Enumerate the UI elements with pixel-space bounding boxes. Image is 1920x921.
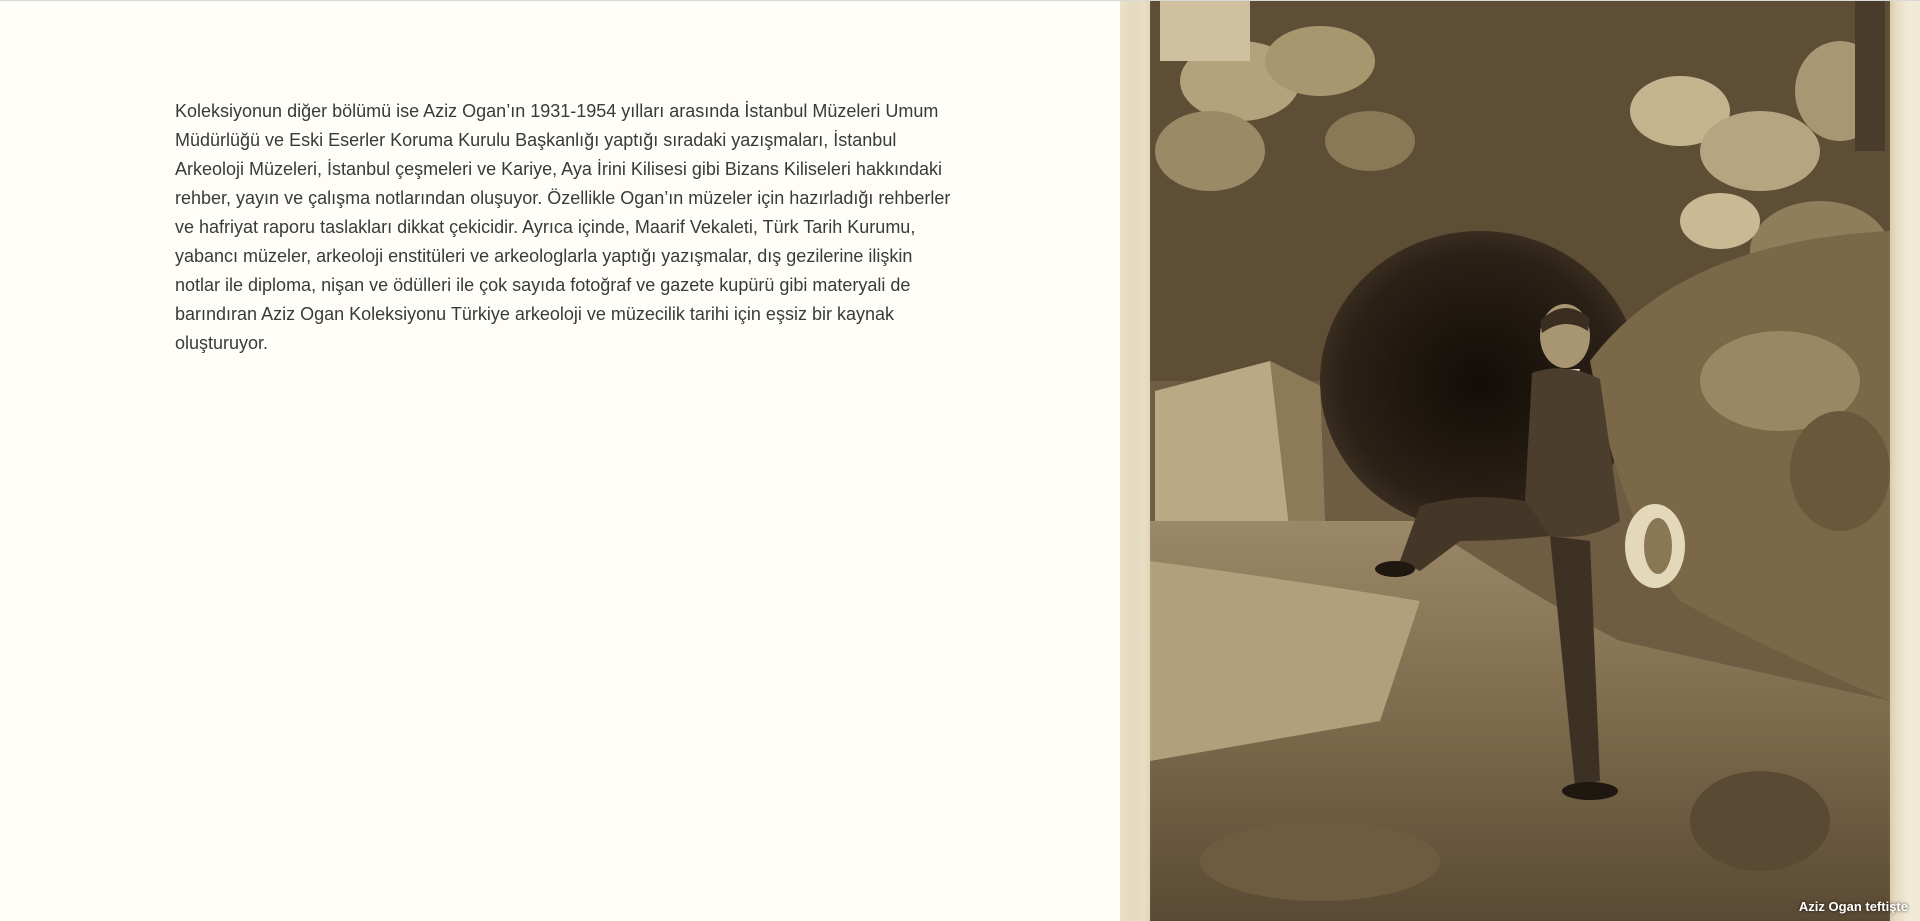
collection-description: Koleksiyonun diğer bölümü ise Aziz Ogan’ın 1931-1954 yılları arasında İstanbul Müzeleri Umum Müdürlüğü ve Eski Eserler Koruma Kurulu Başkanlığı yaptığı sıradaki yazışmaları, İstanbul Arkeoloji Müzeleri, İstanbul çeşmeleri ve Kariye, Aya İrini Kilisesi gibi Bizans Kiliseleri hakkındaki rehber, yayın ve çalışma notlarından oluşuyor. Özellikle Ogan’ın müzeler için hazırladığı rehberler ve hafriyat raporu taslakları dikkat çekicidir. Ayrıca içinde, Maarif Vekaleti, Türk Tarih Kurumu, yabancı müzeler, arkeoloji enstitüleri ve arkeologlarla yaptığı yazışmalar, dış gezilerine ilişkin notlar ile diploma, nişan ve ödülleri ile çok sayıda fotoğraf ve gazete kupürü gibi materyali de barındıran Aziz Ogan Koleksiyonu Türkiye arkeoloji ve müzecilik tarihi için eşsiz bir kaynak oluşturuyor. [175, 101, 951, 353]
photo-caption: Aziz Ogan teftişte [1798, 899, 1908, 914]
archival-photo[interactable] [1120, 1, 1920, 921]
text-panel [0, 1, 1120, 921]
excavation-photo-illustration [1120, 1, 1920, 921]
photo-panel [1120, 1, 1920, 921]
